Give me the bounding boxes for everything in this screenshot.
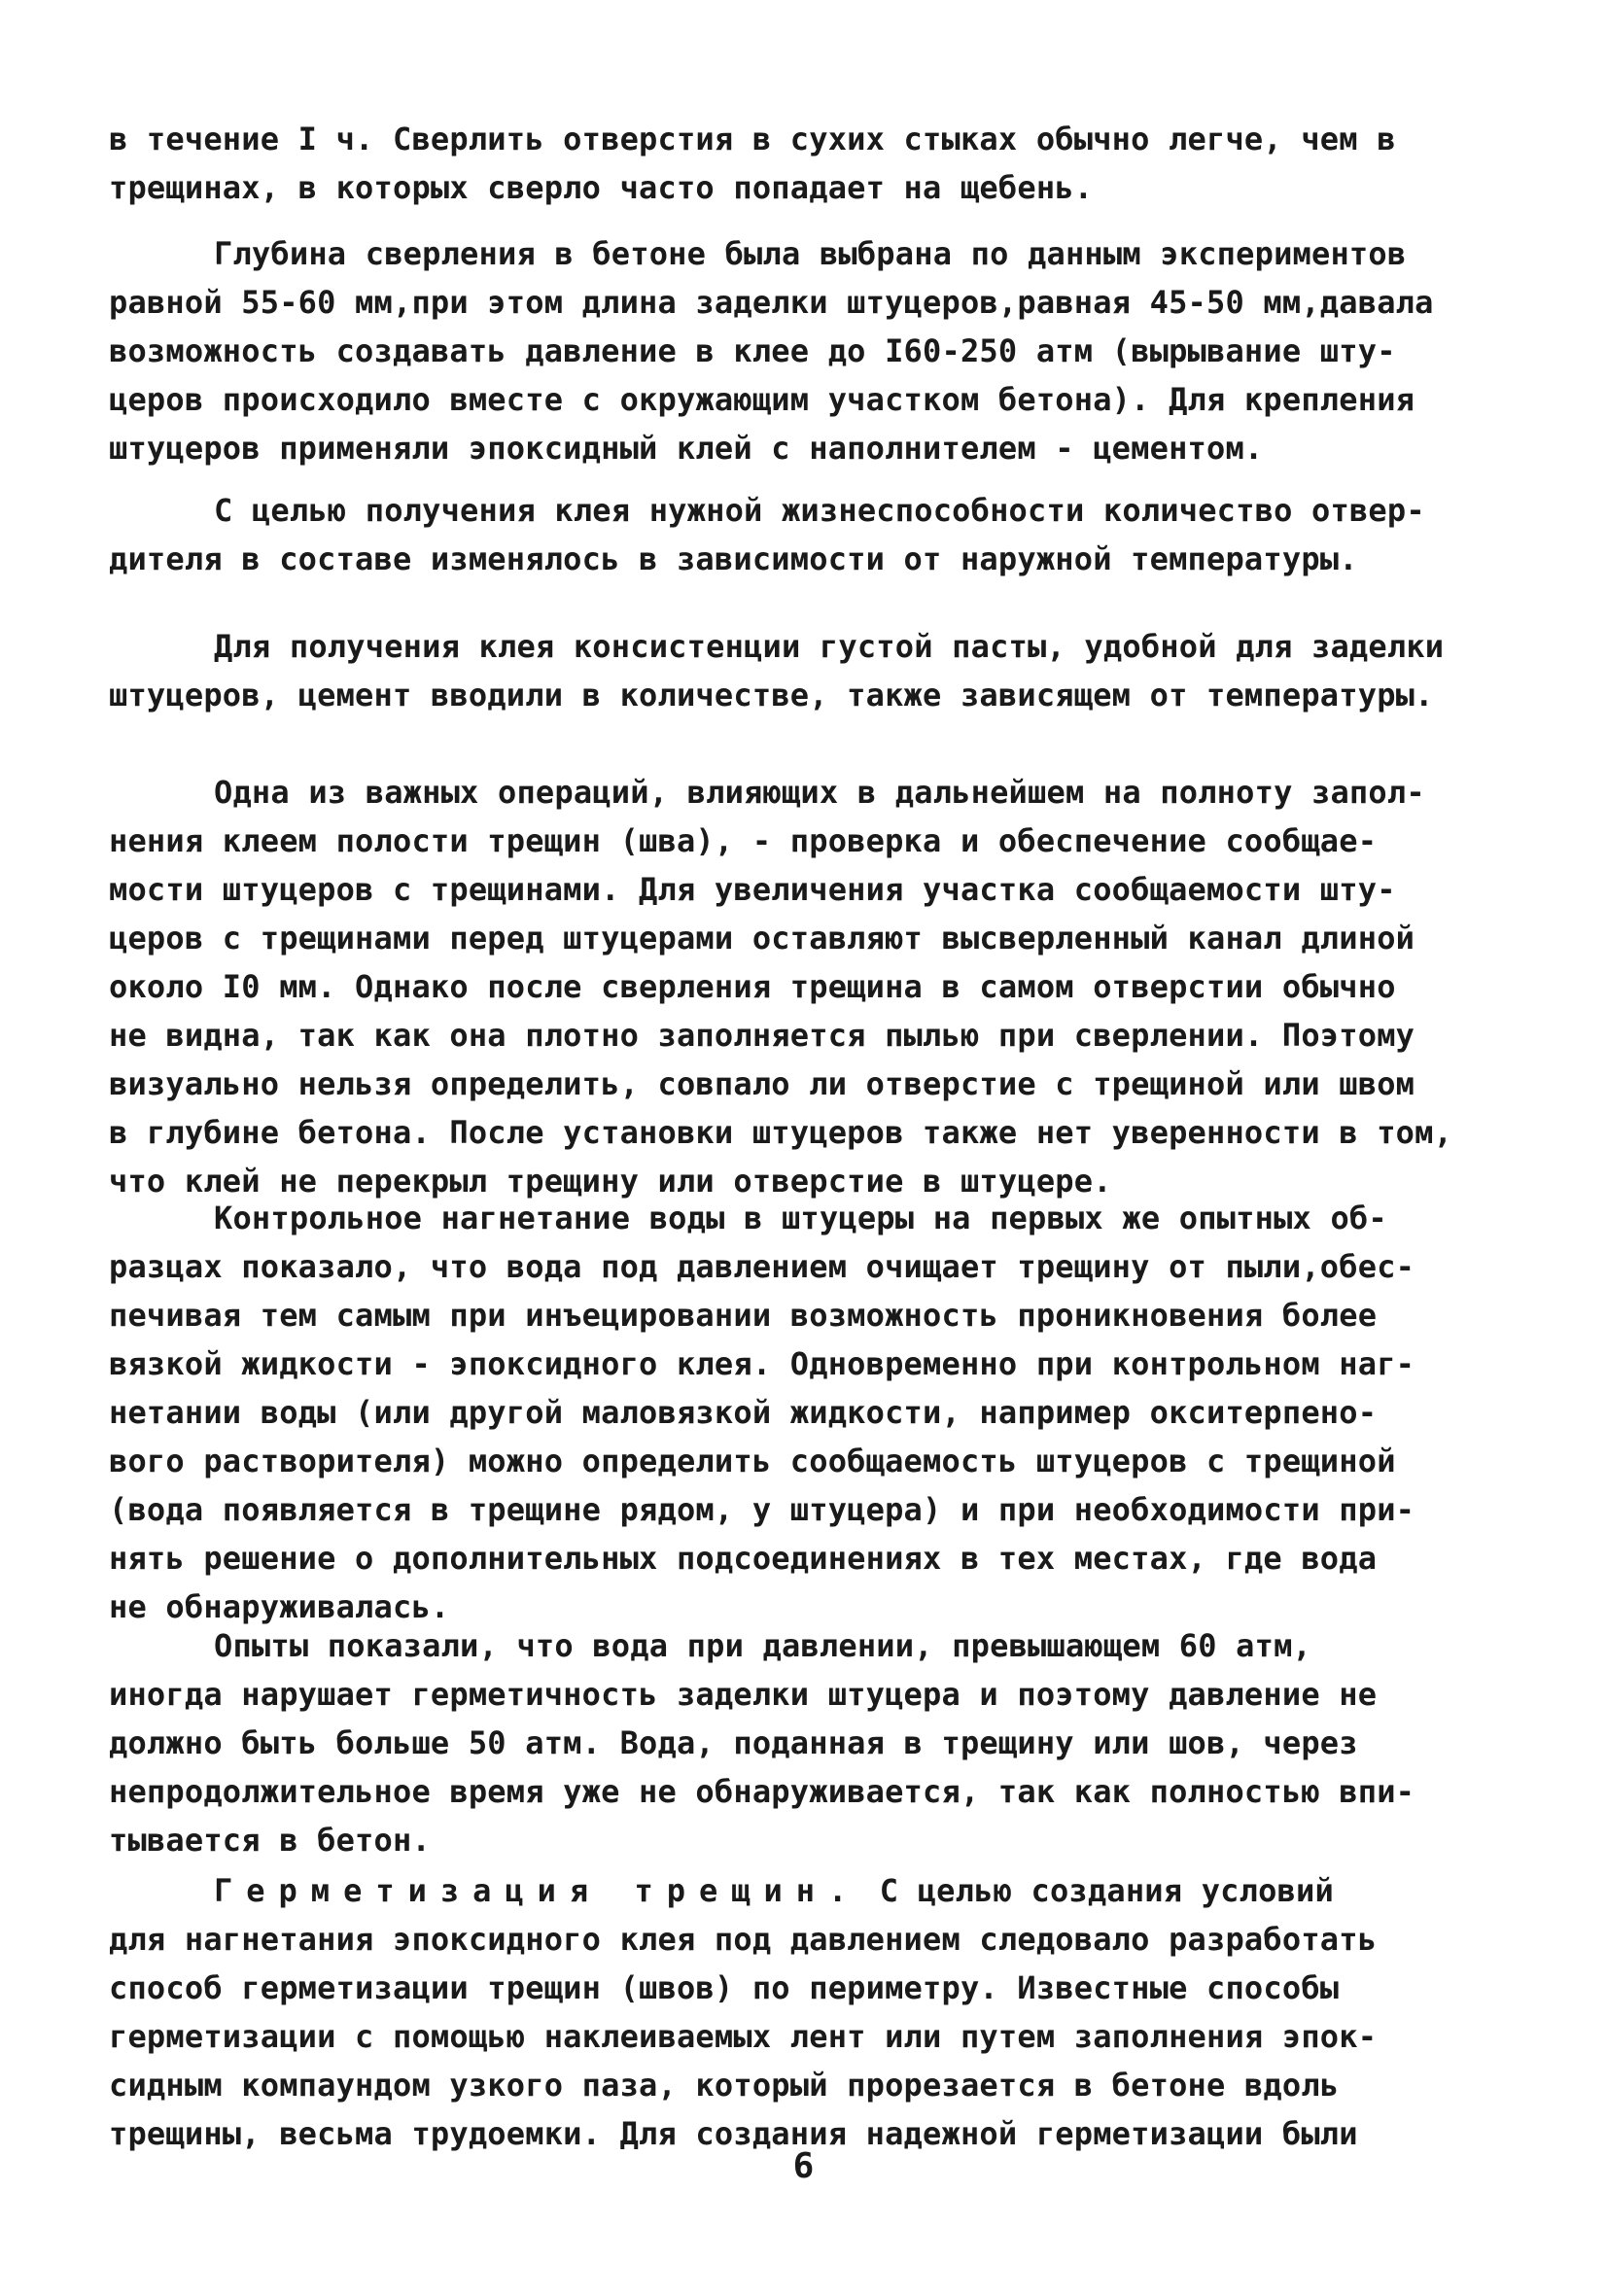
paragraph-6 — [109, 1194, 1470, 1631]
paragraph-8 — [109, 1866, 1470, 2158]
paragraph-2 — [109, 229, 1470, 472]
text-line: должно быть больше 50 атм. Вода, поданная в трещину или шов, через — [109, 1724, 1358, 1761]
text-line: разцах показало, что вода под давлением очищает трещину от пыли,обес- — [109, 1248, 1415, 1285]
text-line: церов с трещинами перед штуцерами оставляют высверленный канал длиной — [109, 920, 1415, 957]
text-line: около I0 мм. Однако после сверления трещина в самом отверстии обычно — [109, 968, 1396, 1005]
text-line: герметизации с помощью наклеиваемых лент или путем заполнения эпок- — [109, 2018, 1378, 2055]
paragraph-4 — [109, 622, 1470, 719]
page-number: 6 — [792, 2146, 815, 2186]
text-line: визуально нельзя определить, совпало ли отверстие с трещиной или швом — [109, 1065, 1415, 1102]
text-line: нять решение о дополнительных подсоединениях в тех местах, где вода — [109, 1540, 1378, 1577]
text-line: не видна, так как она плотно заполняется пылью при сверлении. Поэтому — [109, 1017, 1415, 1054]
text-line: штуцеров применяли эпоксидный клей с наполнителем - цементом. — [109, 430, 1264, 467]
text-line: Опыты показали, что вода при давлении, превышающем 60 атм, — [214, 1627, 1312, 1664]
text-line: (вода появляется в трещине рядом, у штуцера) и при необходимости при- — [109, 1491, 1415, 1528]
text-line: способ герметизации трещин (швов) по периметру. Известные способы — [109, 1969, 1340, 2006]
text-line: непродолжительное время уже не обнаруживается, так как полностью впи- — [109, 1773, 1415, 1810]
text-line: Глубина сверления в бетоне была выбрана по данным экспериментов — [214, 235, 1407, 272]
text-line: штуцеров, цемент вводили в количестве, также зависящем от температуры. — [109, 677, 1434, 713]
text-line: равной 55-60 мм,при этом длина заделки штуцеров,равная 45-50 мм,давала — [109, 284, 1434, 321]
section-heading: Герметизация трещин. — [214, 1872, 861, 1909]
text-line: в течение I ч. Сверлить отверстия в сухих стыках обычно легче, чем в — [109, 121, 1396, 157]
text-line: вого растворителя) можно определить сообщаемость штуцеров с трещиной — [109, 1443, 1396, 1479]
text-line: тывается в бетон. — [109, 1822, 431, 1859]
text-line: Контрольное нагнетание воды в штуцеры на первых же опытных об- — [214, 1200, 1387, 1236]
text-line: трещинах, в которых сверло часто попадает на щебень. — [109, 169, 1094, 206]
text-line: в глубине бетона. После установки штуцеров также нет уверенности в том, — [109, 1114, 1453, 1151]
text-line: нения клеем полости трещин (шва), - проверка и обеспечение сообщае- — [109, 822, 1378, 859]
text-line: Для получения клея консистенции густой пасты, удобной для заделки — [214, 628, 1445, 665]
text-line: церов происходило вместе с окружающим участком бетона). Для крепления — [109, 381, 1415, 418]
text-line: вязкой жидкости - эпоксидного клея. Одновременно при контрольном наг- — [109, 1345, 1415, 1382]
paragraph-7 — [109, 1621, 1470, 1864]
paragraph-5 — [109, 768, 1470, 1205]
paragraph-3 — [109, 486, 1470, 583]
text-fragment: С целью создания условий — [860, 1872, 1334, 1909]
text-line: дителя в составе изменялось в зависимости от наружной температуры. — [109, 540, 1358, 577]
text-line: что клей не перекрыл трещину или отверстие в штуцере. — [109, 1163, 1112, 1200]
text-line: иногда нарушает герметичность заделки штуцера и поэтому давление не — [109, 1676, 1378, 1713]
text-line: не обнаруживалась. — [109, 1588, 450, 1625]
paragraph-1 — [109, 115, 1470, 212]
text-line: для нагнетания эпоксидного клея под давлением следовало разработать — [109, 1921, 1378, 1958]
text-line: трещины, весьма трудоемки. Для создания надежной герметизации были — [109, 2115, 1358, 2152]
text-line: нетании воды (или другой маловязкой жидкости, например окситерпено- — [109, 1394, 1378, 1431]
text-line: мости штуцеров с трещинами. Для увеличения участка сообщаемости шту- — [109, 871, 1396, 908]
text-line: сидным компаундом узкого паза, который прорезается в бетоне вдоль — [109, 2067, 1340, 2104]
text-line: С целью получения клея нужной жизнеспособности количество отвер- — [214, 492, 1425, 529]
text-line: возможность создавать давление в клее до I60-250 атм (вырывание шту- — [109, 332, 1396, 369]
text-line — [109, 1866, 1470, 1915]
text-line: печивая тем самым при инъецировании возможность проникновения более — [109, 1297, 1378, 1334]
text-line: Одна из важных операций, влияющих в дальнейшем на полноту запол- — [214, 774, 1425, 811]
